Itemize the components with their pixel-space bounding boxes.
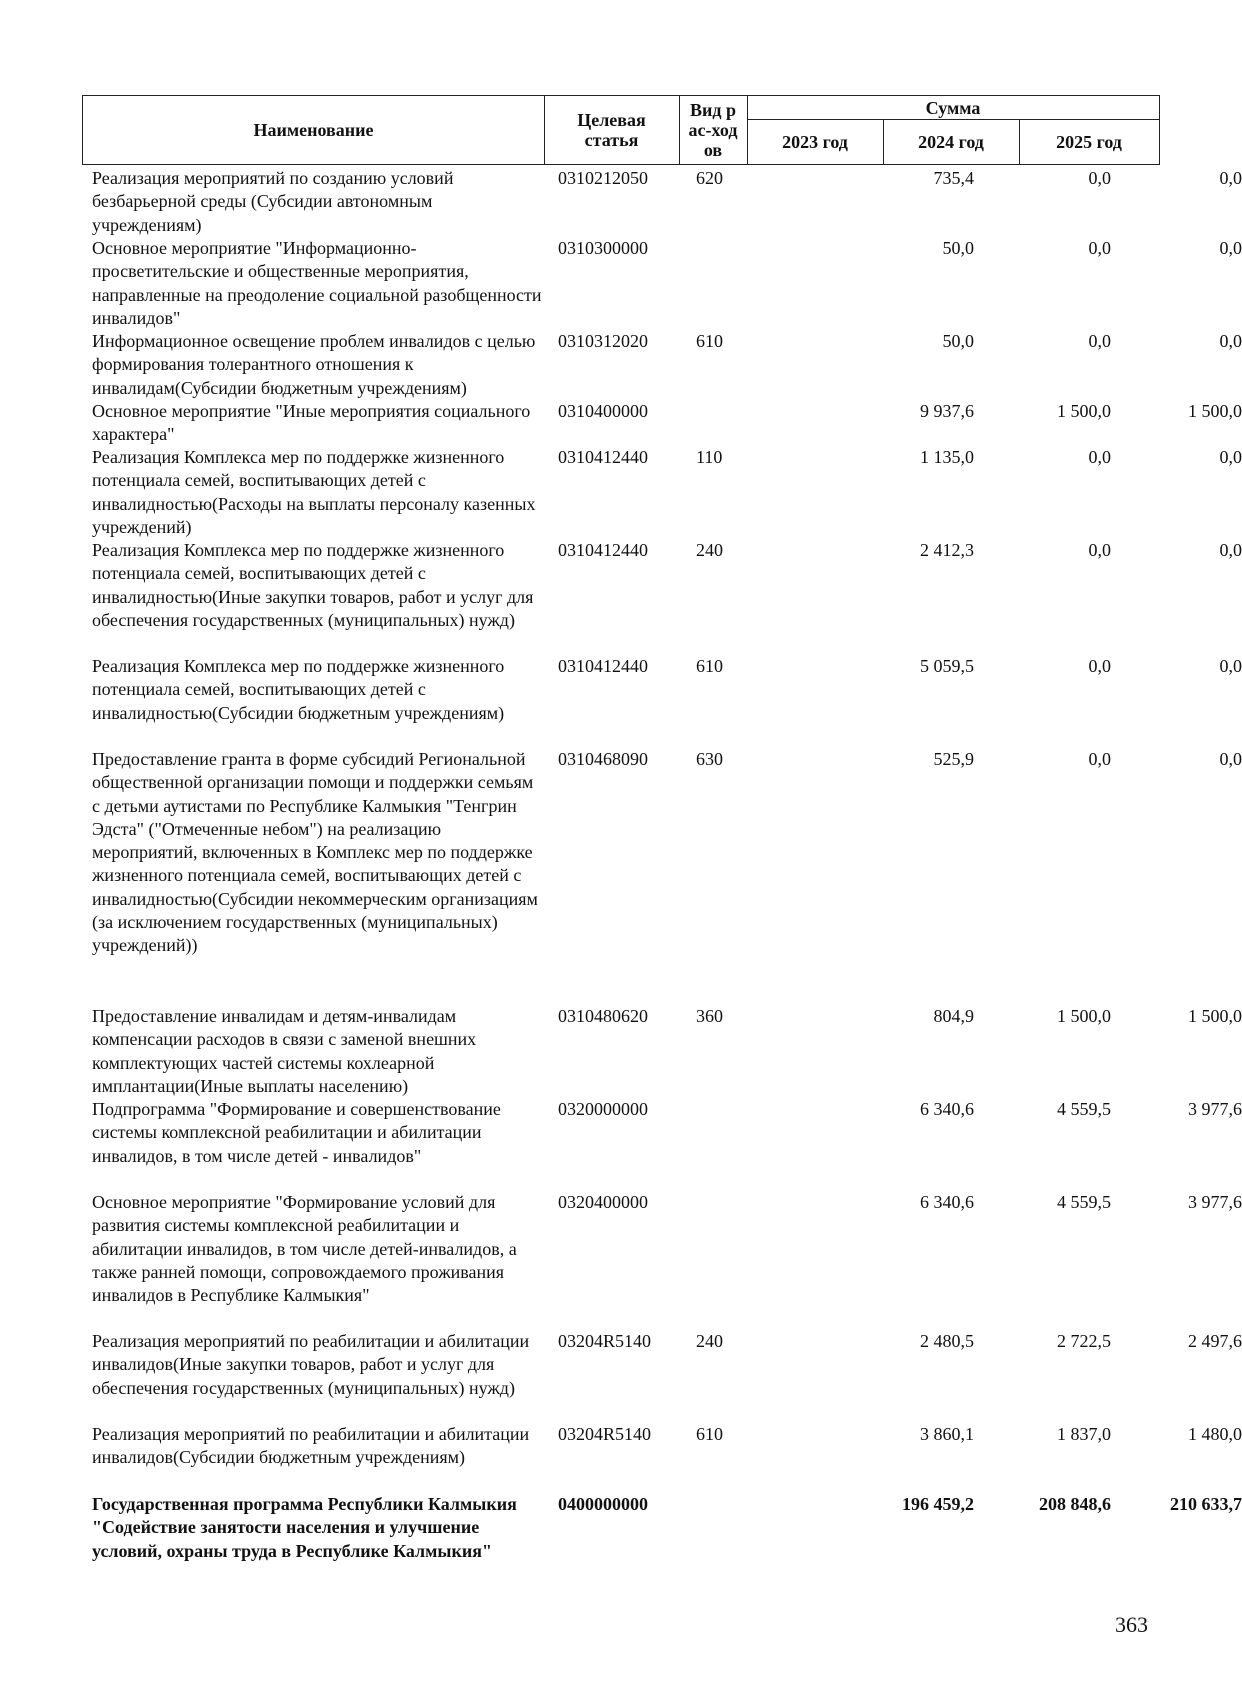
- row-vid: 610: [696, 1424, 723, 1444]
- row-name: Подпрограмма "Формирование и совершенствование системы комплексной реабилитации и абилитации инвалидов, в том числе детей - инвалидов": [92, 1099, 501, 1166]
- row-2025: 210 633,7: [1170, 1494, 1242, 1514]
- row-2024: 4 559,5: [1057, 1099, 1111, 1119]
- row-vid: 610: [696, 656, 723, 676]
- row-2024: 0,0: [1088, 447, 1111, 467]
- row-2023: 3 860,1: [920, 1424, 974, 1444]
- row-2024: 1 837,0: [1057, 1424, 1111, 1444]
- header-2025: 2025 год: [1056, 131, 1122, 152]
- row-code: 0310412440: [558, 540, 648, 560]
- row-2024: 0,0: [1088, 540, 1111, 560]
- header-2023: 2023 год: [782, 131, 848, 152]
- row-2025: 0,0: [1219, 238, 1242, 258]
- row-2023: 50,0: [942, 331, 974, 351]
- row-name: Реализация мероприятий по реабилитации и абилитации инвалидов(Субсидии бюджетным учреждениям): [92, 1424, 530, 1468]
- row-vid: 240: [696, 1331, 723, 1351]
- header-vid: Вид рас-ходов: [688, 100, 738, 160]
- row-2024: 0,0: [1088, 331, 1111, 351]
- row-name: Государственная программа Республики Калмыкия "Содействие занятости населения и улучшение условий, охраны труда в Республике Калмыкия": [92, 1494, 517, 1561]
- row-vid: 610: [696, 331, 723, 351]
- row-name: Информационное освещение проблем инвалидов с целью формирования толерантного отношения к инвалидам(Субсидии бюджетным учреждениям): [92, 331, 536, 398]
- row-2024: 0,0: [1088, 168, 1111, 188]
- row-2025: 3 977,6: [1188, 1099, 1242, 1119]
- row-2025: 0,0: [1219, 540, 1242, 560]
- row-2023: 2 480,5: [920, 1331, 974, 1351]
- row-code: 0310412440: [558, 656, 648, 676]
- row-2024: 2 722,5: [1057, 1331, 1111, 1351]
- row-2025: 3 977,6: [1188, 1192, 1242, 1212]
- row-2023: 1 135,0: [920, 447, 974, 467]
- row-2024: 1 500,0: [1057, 401, 1111, 421]
- row-code: 0310412440: [558, 447, 648, 467]
- row-2023: 735,4: [933, 168, 974, 188]
- row-name: Предоставление гранта в форме субсидий Региональной общественной организации помощи и поддержки семьям с детьми аутистами по Республике Калмыкия "Тенгрин Эдста" ("Отмеченные небом") на реализацию мероприятий, включенных в Комплекс мер по поддержке жизненного потенциала семей, воспитывающих детей с инвалидностью(Субсидии некоммерческим организациям (за исключением государственных (муниципальных) учреждений)): [92, 749, 538, 956]
- header-name: Наименование: [253, 120, 374, 140]
- row-2025: 2 497,6: [1188, 1331, 1242, 1351]
- row-2025: 1 500,0: [1188, 401, 1242, 421]
- row-vid: 360: [696, 1006, 723, 1026]
- row-2025: 0,0: [1219, 749, 1242, 769]
- row-code: 0320400000: [558, 1192, 648, 1212]
- row-code: 0310468090: [558, 749, 648, 769]
- row-2023: 50,0: [942, 238, 974, 258]
- row-vid: 110: [696, 447, 723, 467]
- row-name: Реализация мероприятий по созданию условий безбарьерной среды (Субсидии автономным учреждениям): [92, 168, 454, 235]
- row-code: 0310480620: [558, 1006, 648, 1026]
- row-2023: 196 459,2: [902, 1494, 974, 1514]
- row-name: Основное мероприятие "Формирование условий для развития системы комплексной реабилитации и абилитации инвалидов, в том числе детей-инвалидов, а также ранней помощи, сопровождаемого проживания инвалидов в Республике Калмыкия": [92, 1192, 517, 1306]
- row-2025: 0,0: [1219, 331, 1242, 351]
- row-2025: 0,0: [1219, 447, 1242, 467]
- row-code: 0310312020: [558, 331, 648, 351]
- row-name: Реализация Комплекса мер по поддержке жизненного потенциала семей, воспитывающих детей с инвалидностью(Субсидии бюджетным учреждениям): [92, 656, 505, 723]
- row-2025: 1 480,0: [1188, 1424, 1242, 1444]
- row-vid: 240: [696, 540, 723, 560]
- page-number: 363: [1115, 1612, 1148, 1637]
- table-header: [82, 95, 1160, 165]
- header-target: Целевая статья: [577, 110, 646, 150]
- row-code: 0310300000: [558, 238, 648, 258]
- row-vid: 630: [696, 749, 723, 769]
- row-name: Реализация мероприятий по реабилитации и абилитации инвалидов(Иные закупки товаров, работ и услуг для обеспечения государственных (муниципальных) нужд): [92, 1331, 530, 1398]
- row-vid: 620: [696, 168, 723, 188]
- row-2024: 4 559,5: [1057, 1192, 1111, 1212]
- row-name: Основное мероприятие "Иные мероприятия социального характера": [92, 401, 531, 445]
- row-2024: 208 848,6: [1039, 1494, 1111, 1514]
- row-2025: 1 500,0: [1188, 1006, 1242, 1026]
- row-code: 03204R5140: [558, 1424, 652, 1444]
- row-2025: 0,0: [1219, 168, 1242, 188]
- row-name: Предоставление инвалидам и детям-инвалидам компенсации расходов в связи с заменой внешних комплектующих частей системы кохлеарной имплантации(Иные выплаты населению): [92, 1006, 477, 1096]
- row-code: 0400000000: [558, 1494, 648, 1514]
- row-code: 0310400000: [558, 401, 648, 421]
- row-2025: 0,0: [1219, 656, 1242, 676]
- row-2023: 525,9: [933, 749, 974, 769]
- row-2023: 804,9: [933, 1006, 974, 1026]
- row-2024: 0,0: [1088, 749, 1111, 769]
- row-2023: 2 412,3: [920, 540, 974, 560]
- row-2023: 6 340,6: [920, 1099, 974, 1119]
- header-sum: Сумма: [925, 97, 981, 118]
- row-name: Основное мероприятие "Информационно-просветительские и общественные мероприятия, направленные на преодоление социальной разобщенности инвалидов": [92, 238, 542, 328]
- row-2023: 5 059,5: [920, 656, 974, 676]
- row-code: 03204R5140: [558, 1331, 652, 1351]
- row-2023: 6 340,6: [920, 1192, 974, 1212]
- row-2024: 0,0: [1088, 656, 1111, 676]
- row-name: Реализация Комплекса мер по поддержке жизненного потенциала семей, воспитывающих детей с инвалидностью(Иные закупки товаров, работ и услуг для обеспечения государственных (муниципальных) нужд): [92, 540, 534, 630]
- row-2023: 9 937,6: [920, 401, 974, 421]
- header-2024: 2024 год: [918, 131, 984, 152]
- row-code: 0310212050: [558, 168, 648, 188]
- row-code: 0320000000: [558, 1099, 648, 1119]
- row-2024: 0,0: [1088, 238, 1111, 258]
- row-2024: 1 500,0: [1057, 1006, 1111, 1026]
- row-name: Реализация Комплекса мер по поддержке жизненного потенциала семей, воспитывающих детей с инвалидностью(Расходы на выплаты персоналу казенных учреждений): [92, 447, 536, 537]
